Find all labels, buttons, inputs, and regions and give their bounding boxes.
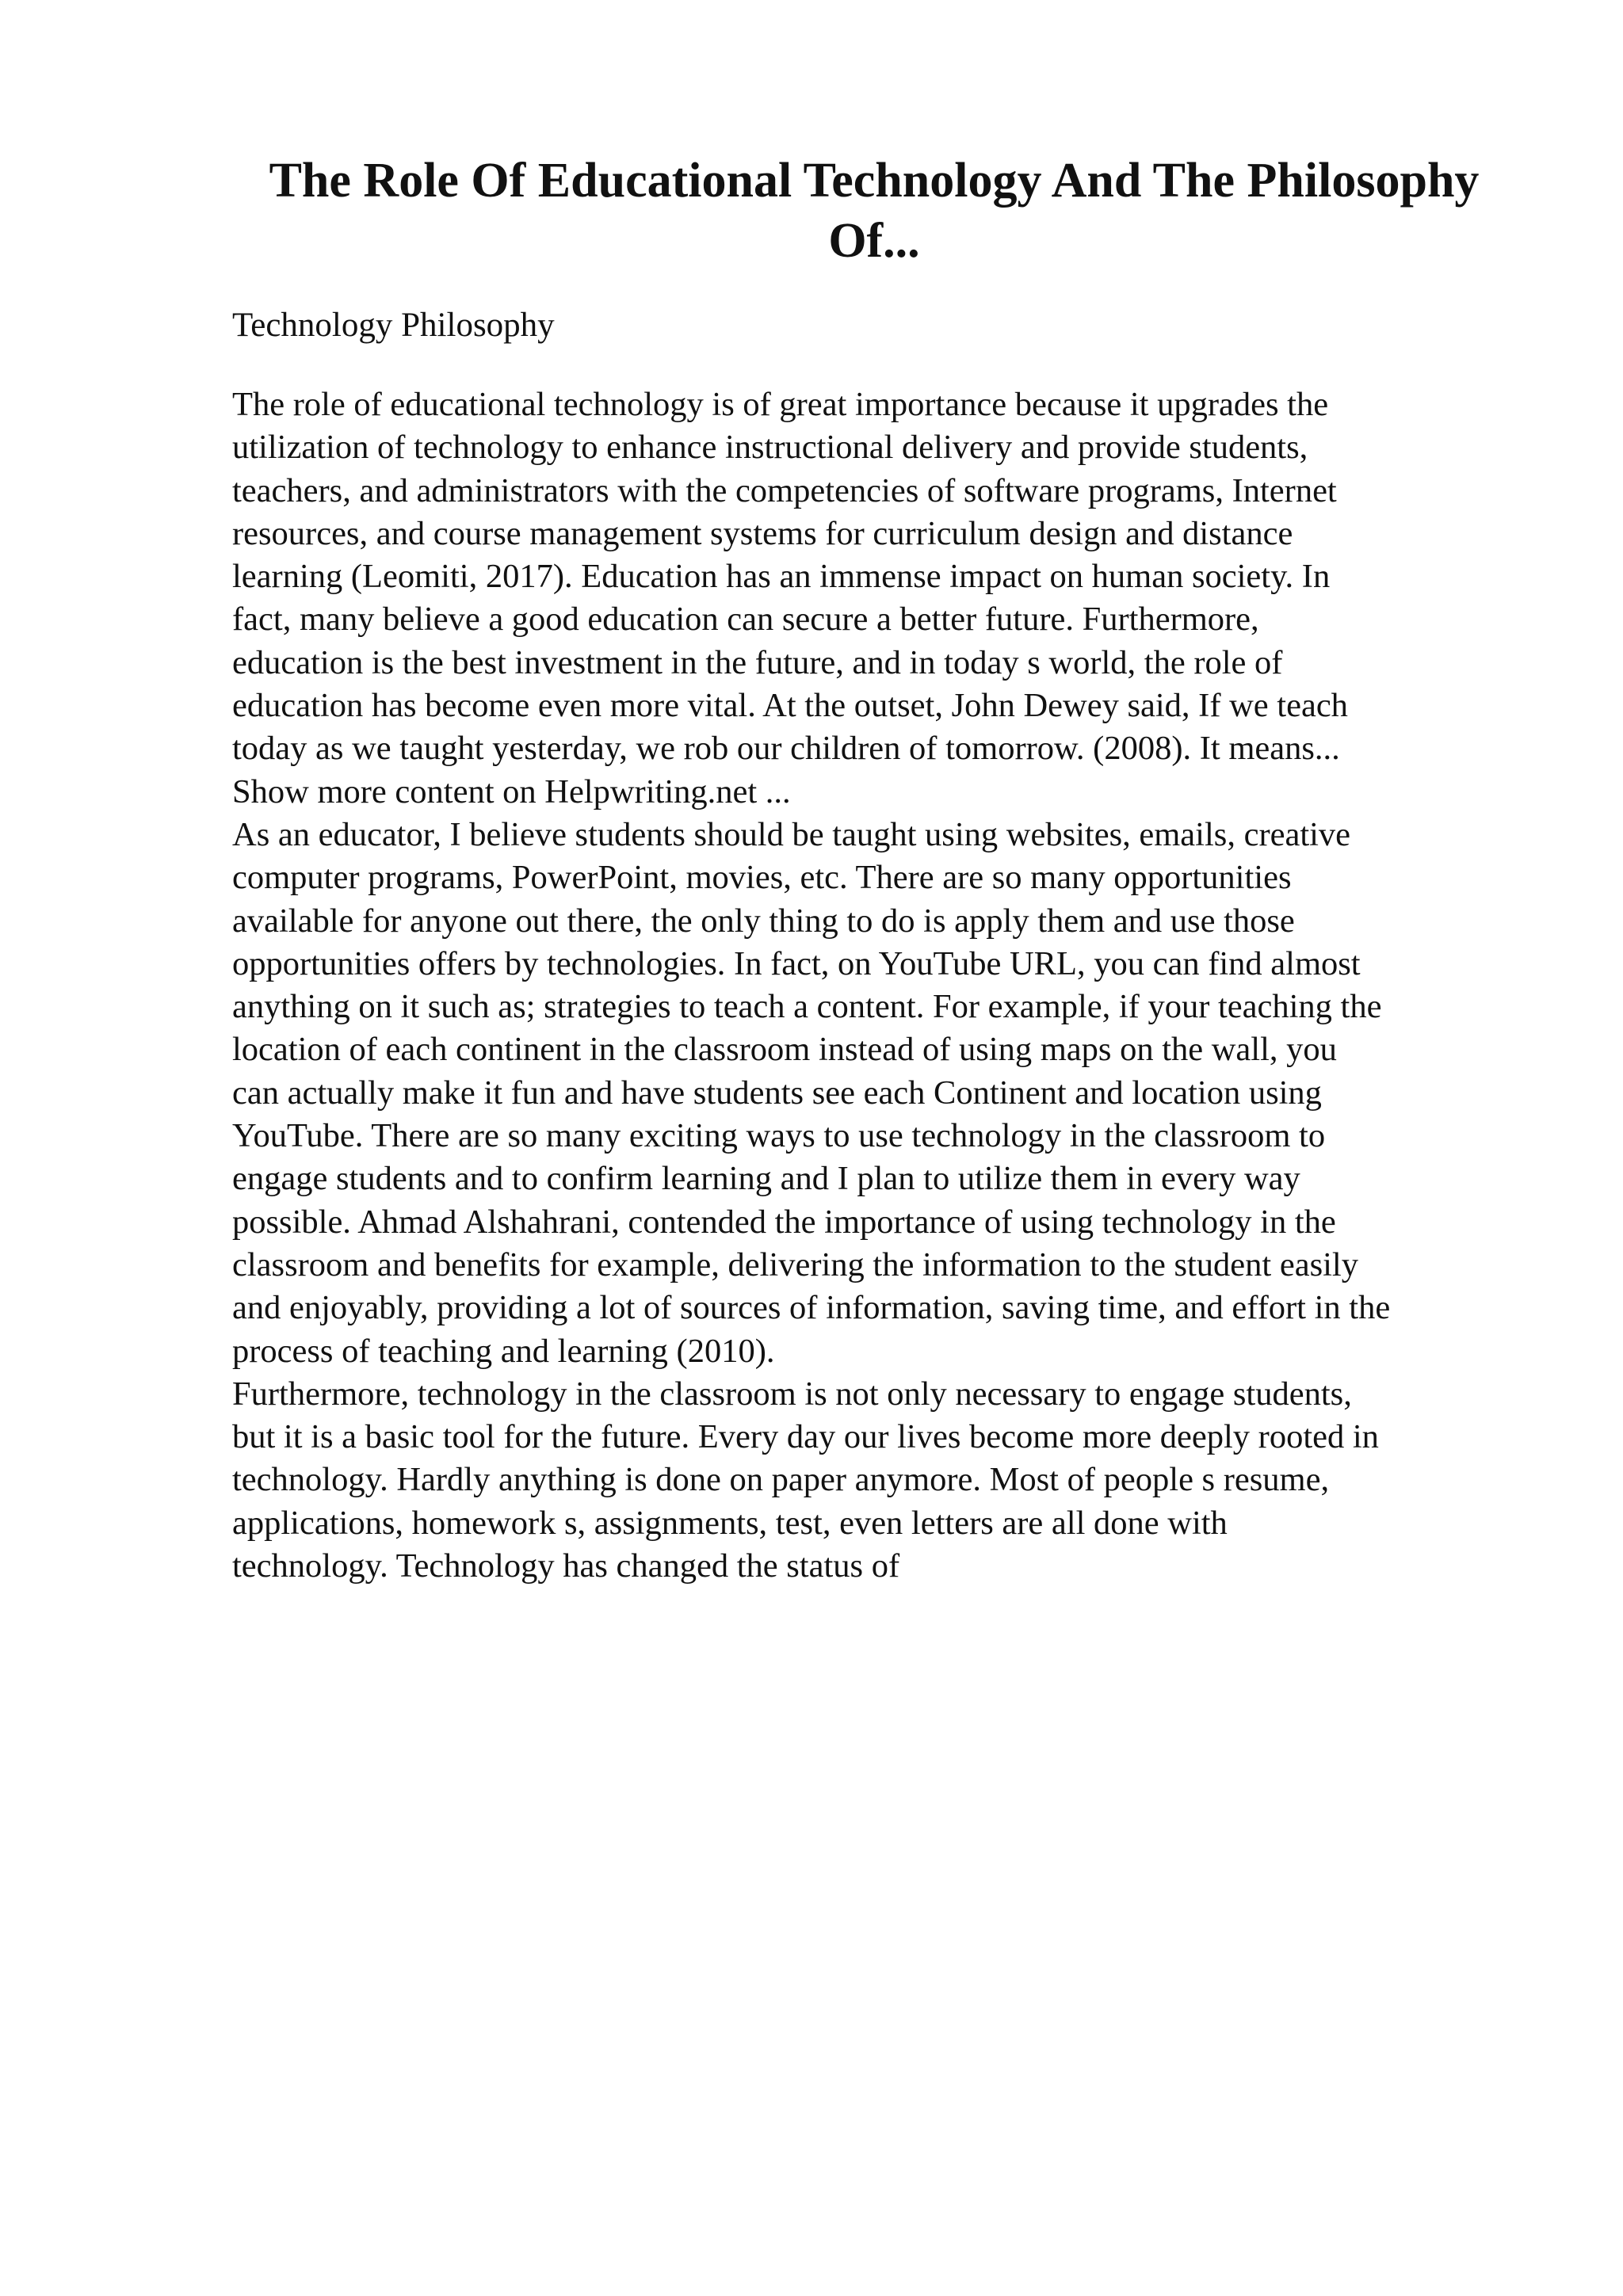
paragraph-furthermore: Furthermore, technology in the classroom is not only necessary to engage students, but it is a basic tool for the future. Every day our lives become more deeply rooted in technology. Hardly anything is done on paper anymore. Most of people s resume, applications, homework s, assignments, test, even letters are all done with technology. Technology has changed the status of bbox=[232, 1375, 1379, 1585]
show-more-link[interactable]: Show more content on Helpwriting.net ... bbox=[232, 772, 791, 810]
document-subtitle: Technology Philosophy bbox=[232, 307, 555, 344]
document-content bbox=[232, 151, 1516, 1588]
paragraph-educator: As an educator, I believe students should be taught using websites, emails, creative computer programs, PowerPoint, movies, etc. There are so many opportunities available for anyone out there, the only thing to do is apply them and use those opportunities offers by technologies. In fact, on YouTube URL, you can find almost anything on it such as; strategies to teach a content. For example, if your teaching the location of each continent in the classroom instead of using maps on the wall, you can actually make it fun and have students see each Continent and location using YouTube. There are so many exciting ways to use technology in the classroom to engage students and to confirm learning and I plan to utilize them in every way possible. Ahmad Alshahrani, contended the importance of using technology in the classroom and benefits for example, delivering the information to the student easily and enjoyably, providing a lot of sources of information, saving time, and effort in the process of teaching and learning (2010). bbox=[232, 815, 1391, 1370]
document-title: The Role Of Educational Technology And The Philosophy Of... bbox=[269, 154, 1480, 268]
paragraph-intro: The role of educational technology is of great importance because it upgrades the utilization of technology to enhance instructional delivery and provide students, teachers, and administrators with the competencies of software programs, Internet resources, and course management systems for curriculum design and distance learning (Leomiti, 2017). Education has an immense impact on human society. In fact, many believe a good education can secure a better future. Furthermore, education is the best investment in the future, and in today s world, the role of education has become even more vital. At the outset, John Dewey said, If we teach today as we taught yesterday, we rob our children of tomorrow. (2008). It means... bbox=[232, 386, 1348, 768]
